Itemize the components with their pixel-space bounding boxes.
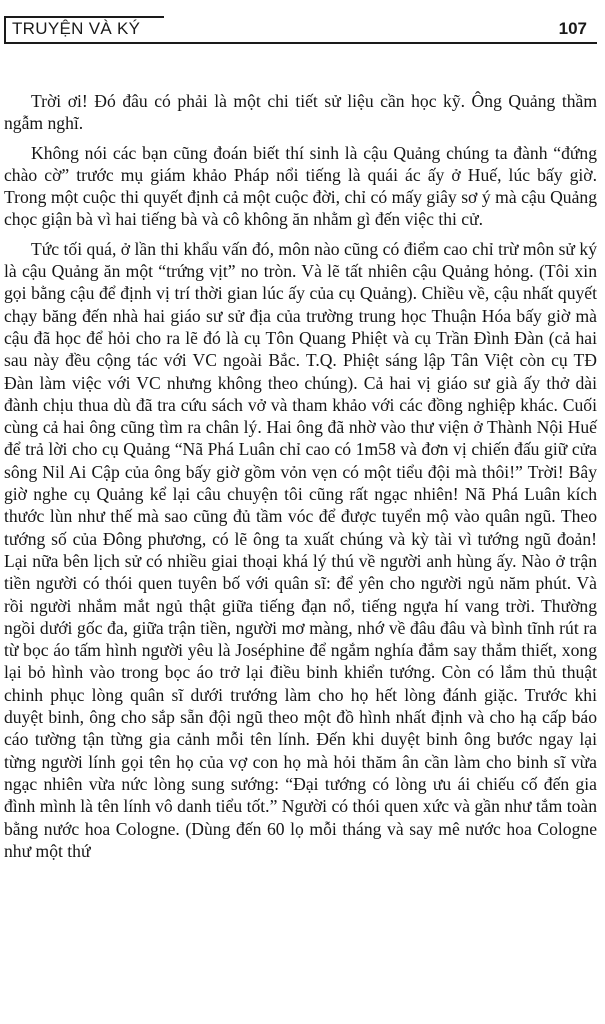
running-title: TRUYỆN VÀ KÝ — [12, 19, 141, 38]
body-text — [4, 90, 597, 869]
paragraph-2: Không nói các bạn cũng đoán biết thí sinh là cậu Quảng chúng ta đành “đứng chào cờ” trước mụ giám khảo Pháp nổi tiếng là quái ác ấy ở Huế, lúc bấy giờ. Trong một cuộc thi quyết định cả một cuộc đời, chỉ có mấy giây sơ ý mà cậu Quảng chọc giận bà vì hai tiếng bà và cô không ăn nhằm gì đến việc thi cử. — [4, 142, 597, 230]
paragraph-3: Tức tối quá, ở lần thi khẩu vấn đó, môn nào cũng có điểm cao chỉ trừ môn sử ký là cậu Quảng ăn một “trứng vịt” no tròn. Và lẽ tất nhiên cậu Quảng hỏng. (Tôi xin gọi bằng cậu để định vị trí thời gian lúc ấy của cụ Quảng). Chiều về, cậu nhất quyết chạy băng đến nhà hai giáo sư sử địa của trường trung học Thuận Hóa bấy giờ mà cậu đã học để hỏi cho ra lẽ đó là cụ Tôn Quang Phiệt và cụ Trần Đình Đàn (cả hai sau này đều cộng tác với VC ngoài Bắc. T.Q. Phiệt sáng lập Tân Việt còn cụ TĐ Đàn làm việc với VC nhưng không theo chúng). Cả hai vị giáo sư già ấy thở dài đành chịu thua dù đã tra cứu sách vở và tham khảo với các đồng nghiệp khác. Cuối cùng cả hai ông cũng tìm ra chân lý. Hai ông đã nhờ vào thư viện ở Thành Nội Huế để trả lời cho cụ Quảng “Nã Phá Luân chỉ cao có 1m58 và đơn vị chiến đấu giữ cửa sông Nil Ai Cập của ông bấy giờ gồm vỏn vẹn có một tiểu đội mà thôi!” Trời! Bây giờ nghe cụ Quảng kể lại câu chuyện tôi cũng rất ngạc nhiên! Nã Phá Luân kích thước lùn như thế mà sao cũng đủ tầm vóc để được tuyển mộ vào quân ngũ. Theo tướng số của Đông phương, có lẽ ông ta xuất chúng và kỳ tài vì tướng ngũ đoản! Lại nữa bên lịch sử có nhiều giai thoại khá lý thú về người anh hùng ấy. Nào ở trận tiền người có thói quen tuyên bố với quân sĩ: để yên cho người ngủ năm phút. Và rồi người nhắm mắt ngủ thật giữa tiếng đạn nổ, tiếng ngựa hí vang trời. Thường ngồi dưới gốc đa, giữa trận tiền, người mơ màng, nhớ về đâu đâu và bình tĩnh rút ra từ bọc áo tấm hình người yêu là Joséphine để ngắm nghía đắm say thắm thiết, xong lại bỏ hình vào trong bọc áo trở lại điều binh khiển tướng. Còn có lắm thủ thuật chinh phục lòng quân sĩ dưới trướng làm cho họ hết lòng đánh giặc. Trước khi duyệt binh, ông cho sắp sẵn đội ngũ theo một đồ hình nhất định và cho hạ cấp báo cáo tường tận từng gia cảnh mỗi tên lính. Đến khi duyệt binh ông bước ngay lại từng người lính gọi tên họ của vợ con họ mà hỏi thăm ân cần làm cho binh sĩ vừa ngạc nhiên vừa nức lòng sung sướng: “Đại tướng có lòng ưu ái chiếu cố đến gia đình mình là tên lính vô danh tiểu tốt.” Người có thói quen xức và gần như tắm toàn bằng nước hoa Cologne. (Dùng đến 60 lọ mỗi tháng và say mê nước hoa Cologne như một thứ — [4, 238, 597, 861]
paragraph-1: Trời ơi! Đó đâu có phải là một chi tiết sử liệu cần học kỹ. Ông Quảng thầm ngẫm nghĩ. — [4, 91, 597, 134]
running-header — [4, 16, 597, 46]
page-number: 107 — [558, 19, 587, 38]
header-rule — [162, 42, 597, 44]
